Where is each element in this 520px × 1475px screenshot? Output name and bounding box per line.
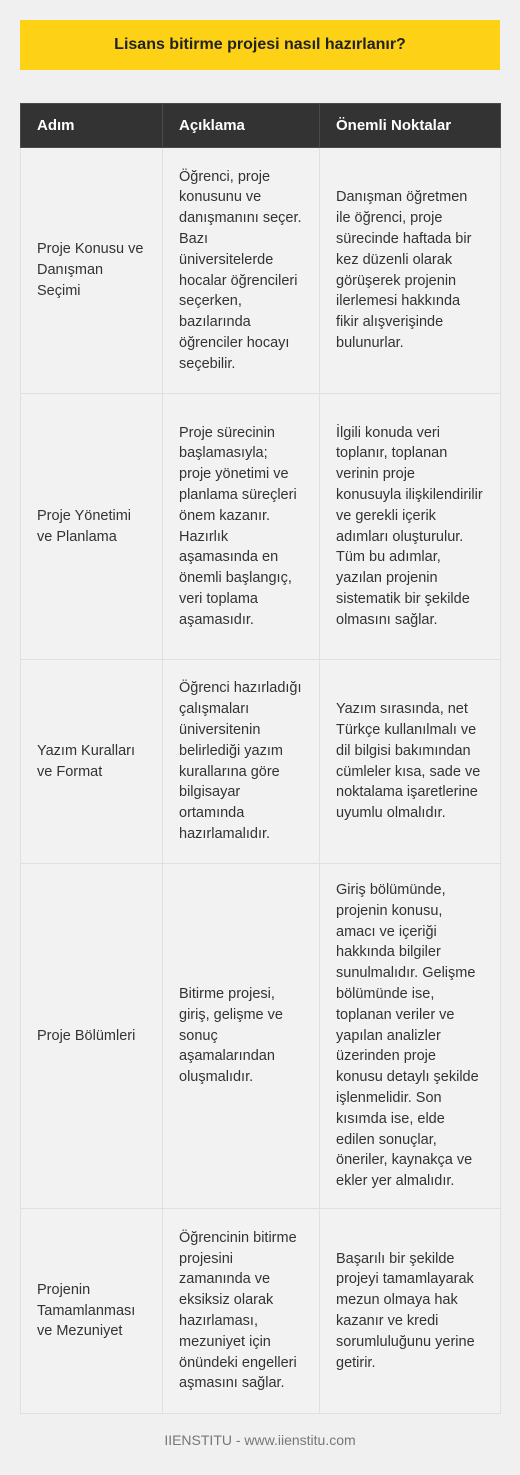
description-cell: Proje sürecinin başlamasıyla; proje yönetimi ve planlama süreçleri önem kazanır. Hazırlık aşamasında en önemli başlangıç, veri toplama aşamasıdır.: [163, 394, 320, 660]
step-cell: Projenin Tamamlanması ve Mezuniyet: [21, 1209, 163, 1414]
step-cell: Proje Yönetimi ve Planlama: [21, 394, 163, 660]
step-cell: Proje Bölümleri: [21, 864, 163, 1209]
key-points-cell: İlgili konuda veri toplanır, toplanan verinin proje konusuyla ilişkilendirilir ve gerekli içerik adımları oluşturulur. Tüm bu adımlar, yazılan projenin sistematik bir şekilde olmasını sağlar.: [320, 394, 501, 660]
table-row: [21, 1209, 501, 1414]
step-cell: Yazım Kuralları ve Format: [21, 660, 163, 864]
key-points-cell: Giriş bölümünde, projenin konusu, amacı ve içeriği hakkında bilgiler sunulmalıdır. Gelişme bölümünde ise, toplanan veriler ve yapılan analizler üzerinden proje konusu detaylı şekilde işlenmelidir. Son kısımda ise, elde edilen sonuçlar, öneriler, kaynakça ve ekler yer almalıdır.: [320, 864, 501, 1209]
table-row: [21, 148, 501, 394]
steps-table: [20, 103, 501, 1414]
key-points-cell: Danışman öğretmen ile öğrenci, proje sürecinde haftada bir kez düzenli olarak görüşerek projenin ilerlemesi hakkında fikir alışverişinde bulunurlar.: [320, 148, 501, 394]
description-cell: Bitirme projesi, giriş, gelişme ve sonuç aşamalarından oluşmalıdır.: [163, 864, 320, 1209]
footer-credit: IIENSTITU - www.iienstitu.com: [164, 1432, 356, 1448]
key-points-cell: Yazım sırasında, net Türkçe kullanılmalı ve dil bilgisi bakımından cümleler kısa, sade ve noktalama işaretlerine uyumlu olmalıdır.: [320, 660, 501, 864]
header-description: Açıklama: [163, 104, 320, 148]
key-points-cell: Başarılı bir şekilde projeyi tamamlayarak mezun olmaya hak kazanır ve kredi sorumluluğunu yerine getirir.: [320, 1209, 501, 1414]
table-row: [21, 660, 501, 864]
table-header-row: [21, 104, 501, 148]
table-row: [21, 394, 501, 660]
table-row: [21, 864, 501, 1209]
description-cell: Öğrenci hazırladığı çalışmaları üniversitenin belirlediği yazım kurallarına göre bilgisayar ortamında hazırlamalıdır.: [163, 660, 320, 864]
header-step: Adım: [21, 104, 163, 148]
header-key-points: Önemli Noktalar: [320, 104, 501, 148]
step-cell: Proje Konusu ve Danışman Seçimi: [21, 148, 163, 394]
page-title: Lisans bitirme projesi nasıl hazırlanır?: [20, 20, 500, 70]
description-cell: Öğrencinin bitirme projesini zamanında ve eksiksiz olarak hazırlaması, mezuniyet için önündeki engelleri aşmasını sağlar.: [163, 1209, 320, 1414]
description-cell: Öğrenci, proje konusunu ve danışmanını seçer. Bazı üniversitelerde hocalar öğrencileri seçerken, bazılarında öğrenciler hocayı seçebilir.: [163, 148, 320, 394]
